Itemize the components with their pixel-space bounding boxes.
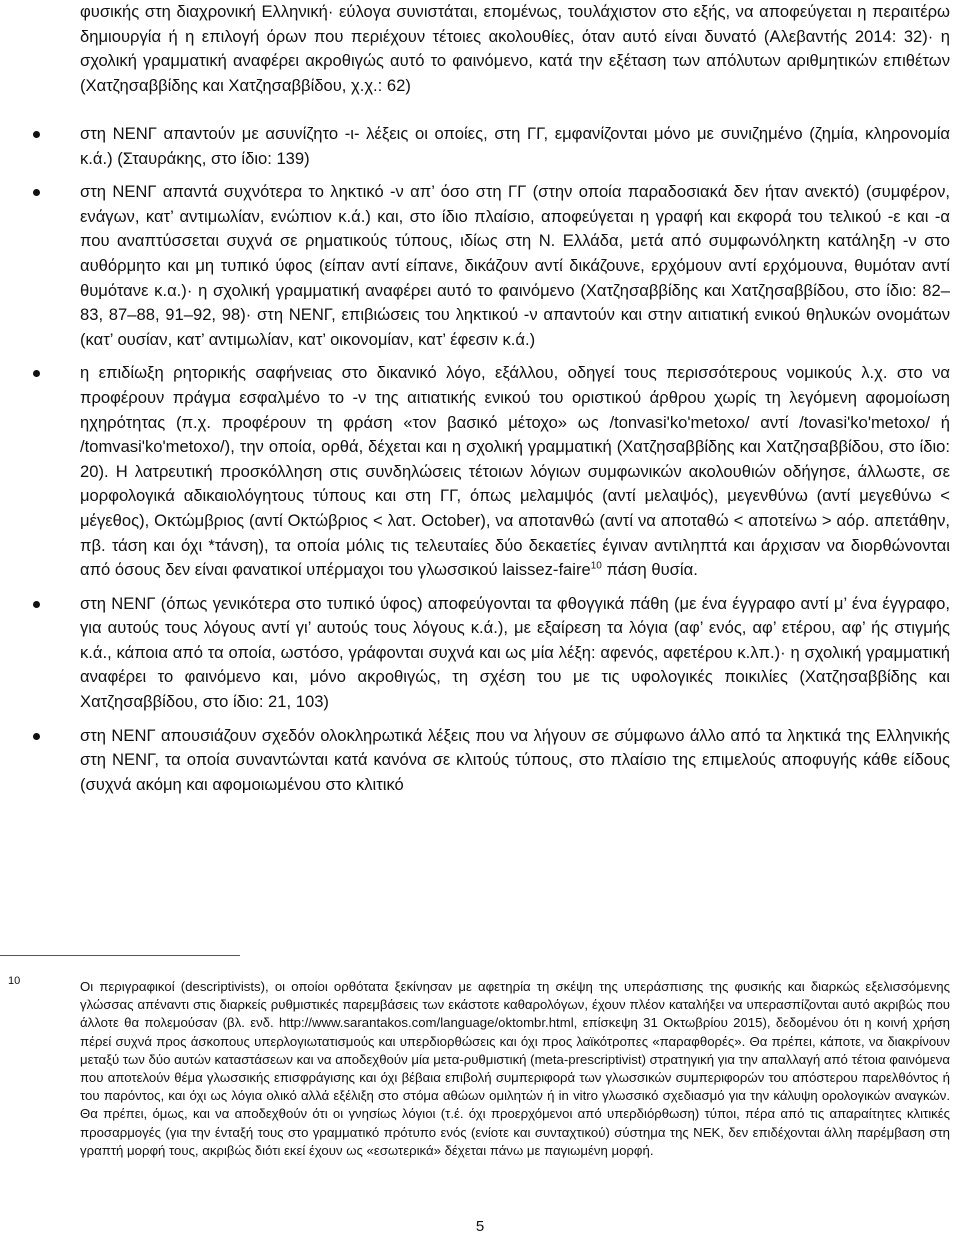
list-item (80, 180, 950, 352)
bullet-icon (33, 189, 40, 196)
footnote-number: 10 (8, 975, 21, 987)
list-item (80, 122, 950, 171)
bullet-list (80, 122, 950, 806)
bullet-icon (33, 370, 40, 377)
intro-paragraph: φυσικής στη διαχρονική Ελληνική· εύλογα συνιστάται, επομένως, τουλάχιστον στο εξής, να αποφεύγεται η περαιτέρω δημιουργία ή η επιλογή όρων που περιέχουν τέτοιες ακολουθίες, όταν αυτό είναι δυνατό (Αλεβαντής 2014: 32)· η σχολική γραμματική αναφέρει ακροθιγώς αυτό το φαινόμενο, κατά την εξέταση των απόλυτων αριθμητικών επιθέτων (Χατζησαββίδης και Χατζησαββίδου, χ.χ.: 62) (80, 2, 950, 95)
bullet-icon (33, 733, 40, 740)
list-item-text: στη ΝΕΝΓ απαντά συχνότερα το ληκτικό -ν απ’ όσο στη ΓΓ (στην οποία παραδοσιακά δεν ήταν ανεκτό) (συμφέρον, ενάγων, κατ’ αντιμωλίαν, ενώπιον κ.ά.) και, στο ίδιο πλαίσιο, αποφεύγεται η γραφή και εκφορά του τελικού -ε και -α που αναπτύσσεται συχνά σε ρηματικούς τύπους, ιδίως στη Ν. Ελλάδα, μετά από συμφωνόληκτη κατάληξη -ν στο αυθόρμητο και μη τυπικό ύφος (είπαν αντί είπανε, δικάζουν αντί δικάζουνε, ερχόμουν αντί ερχόμουνα, θυμόταν αντί θυμότανε κ.α.)· η σχολική γραμματική αναφέρει αυτό το φαινόμενο (Χατζησαββίδης και Χατζησαββίδου, στο ίδιο: 82–83, 87–88, 91–92, 98)· στη ΝΕΝΓ, επιβιώσεις του ληκτικού -ν απαντούν και στην αιτιατική ενικού θηλυκών ονομάτων (κατ’ ουσίαν, κατ’ αντιμωλίαν, κατ’ οικονομίαν, κατ’ έφεσιν κ.ά.) (80, 182, 950, 349)
list-item-text: στη ΝΕΝΓ απουσιάζουν σχεδόν ολοκληρωτικά λέξεις που να λήγουν σε σύμφωνο άλλο από τα ληκτικά της Ελληνικής στη ΝΕΝΓ, τα οποία συναντώνται κατά κανόνα σε κλιτούς τύπους, στο πλαίσιο της επιμελούς αποφυγής κάθε είδους (συχνά ακόμη και αφομοιωμένου στο κλιτικό (80, 725, 950, 794)
list-item-text: η επιδίωξη ρητορικής σαφήνειας στο δικανικό λόγο, εξάλλου, οδηγεί τους περισσότερους νομικούς λ.χ. στο να προφέρουν πράγμα εσφαλμένο το -ν της αιτιατικής ενικού του οριστικού άρθρου χωρίς τη λεγόμενη αφομοίωση ηχηρότητας (π.χ. προφέρουν τη φράση «τον βασικό μέτοχο» ως /tonvasi'ko'metoxo/ αντί /tovasi'ko'metoxo/ ή /tomvasi'ko'metoxo/), την οποία, ορθά, δέχεται και η σχολική γραμματική (Χατζησαββίδης και Χατζησαββίδου, στο ίδιο: 20). Η λατρευτική προσκόλληση στις συνδηλώσεις τέτοιων λόγιων συμφωνικών ακολουθιών οδήγησε, άλλωστε, σε μορφολογικά αδικαιολόγητους τύπους και στη ΓΓ, όπως μελαμψός (αντί μελαψός), μεγενθύνω (αντί μεγεθύνω < μέγεθος), Οκτώμβριος (αντί Οκτώβριος < λατ. October), να αποτανθώ (αντί να αποταθώ < αποτείνω > αόρ. απετάθην, πβ. τάση και όχι *τάνση), τα οποία μόλις τις τελευταίες δύο δεκαετίες έγιναν αντιληπτά και άρχισαν να διορθώνονται από όσους δεν είναι φανατικοί υπέρμαχοι του γλωσσικού laissez-faire (80, 363, 950, 580)
list-item (80, 724, 950, 798)
page-number: 5 (475, 1218, 485, 1235)
list-item-text: στη ΝΕΝΓ απαντούν με ασυνίζητο -ι- λέξεις οι οποίες, στη ΓΓ, εμφανίζονται μόνο με συνιζημένο (ζημία, κληρονομία κ.ά.) (Σταυράκης, στο ίδιο: 139) (80, 124, 950, 168)
bullet-icon (33, 131, 40, 138)
list-item (80, 361, 950, 582)
bullet-icon (33, 601, 40, 608)
footnote-divider (0, 955, 240, 956)
list-item (80, 592, 950, 715)
list-item-text: στη ΝΕΝΓ (όπως γενικότερα στο τυπικό ύφος) αποφεύγονται τα φθογγικά πάθη (με ένα έγγραφο αντί μ’ ένα έγγραφο, για αυτούς τους λόγους αντί γι’ αυτούς τους λόγους κ.ά.), με εξαίρεση τα λόγια (αφ’ ενός, αφ’ ετέρου, αφ’ ής στιγμής κ.ά., κάποια από τα οποία, ωστόσο, γράφονται συχνά και ως μία λέξη: αφενός, αφετέρου κ.λπ.)· η σχολική γραμματική αναφέρει το φαινόμενο και, μόνο ακροθιγώς, τη σχέση του με τις υφολογικές ποικιλίες (Χατζησαββίδης και Χατζησαββίδου, στο ίδιο: 21, 103) (80, 593, 950, 712)
footnote-text: Οι περιγραφικοί (descriptivists), οι οποίοι ορθότατα ξεκίνησαν με αφετηρία τη σκέψη της υπεράσπισης της φυσικής και διαρκώς εξελισσόμενης γλώσσας απέναντι στις διαρκείς ρυθμιστικές παρεμβάσεις των εκάστοτε καθαρολόγων, έχουν πλέον καταλήξει να υπερασπίζονται αυτό ακριβώς που άλλοτε θα πολεμούσαν (βλ. ενδ. http://www.sarantakos.com/language/oktombr.html, επίσκεψη 31 Οκτωβρίου 2015), δεδομένου ότι η κοινή χρήση πέρεί συχνά προς άσκοπους υπερλογιωτατισμούς και υπερδιορθώσεις και όχι προς λαϊκότροπες «παραφθορές». Θα πρέπει, κάποτε, να διακρίνουν μεταξύ των δύο αυτών καταστάσεων και να αποδεχθούν μία μετα-ρυθμιστική (meta-prescriptivist) στρατηγική για την απαλλαγή από τέτοια φαινόμενα που αποτελούν θέμα γλωσσικής επισφράγισης και όχι βέβαια επιβολή συμπεριφορά των γλωσσικών συμπεριφορών του απόστερου παρελθόντος ή του παρόντος, και όχι ως λόγια ολικό αλλά εξέλιξη στο στόμα αθώων ομιλητών ή in vitro γλωσσικό σχεδιασμό για την κάλυψη ορολογικών αναγκών. Θα πρέπει, όμως, και να αποδεχθούν ότι οι γνησίως λόγιοι (τ.έ. όχι προερχόμενοι από υπερδιόρθωση) τύποι, πέρα από τις απαραίτητες κλιτικές προσαρμογές (για την ένταξή τους στο γραμματικό πρότυπο ενός (ενίοτε και συνταχτικού) σύστημα της ΝΕΚ, δεν επιδέχονται άλλη παρέμβαση στη γραπτή μορφή τους, ακριβώς διότι εκεί έχουν ως «εσωτερικά» δέχεται πάνω με παγιωμένη μορφή. (80, 979, 950, 1158)
footnote-reference[interactable]: 10 (590, 560, 602, 572)
list-item-text-tail: πάση θυσία. (606, 560, 698, 580)
